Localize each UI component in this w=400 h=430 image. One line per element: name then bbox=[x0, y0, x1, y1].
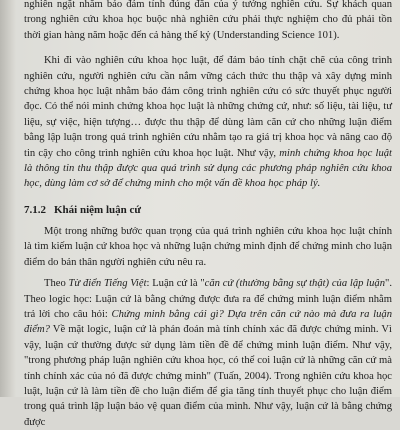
section-number: 7.1.2 bbox=[24, 203, 46, 216]
paragraph-legal-evidence bbox=[24, 53, 392, 192]
text-run: ". Theo logic học: Luận cứ là bằng chứng được đưa ra để chứng minh luận điểm nhằm trả lời cho câu hỏi: bbox=[24, 278, 392, 320]
paragraph-text: Khi đi vào nghiên cứu khoa học luật, để đảm bảo tính chặt chẽ của công trình nghiên cứu, người nghiên cứu cần nắm vững cách thức thu thập và xây dựng minh chứng khoa học luật nhằm bảo đảm công trình nghiên cứu có sức thuyết phục người đọc. Có thể nói minh chứng khoa học luật là những chứng cứ, như: số liệu, tài liệu, tư liệu, sự việc, hiện tượng… được thu thập để dùng làm căn cứ cho những luận điểm bằng lập luận trong quá trình nghiên cứu nhằm tạo ra giá trị khoa học và nâng cao độ tin cậy cho công trình nghiên cứu khoa học luật. Như vậy, bbox=[24, 55, 392, 159]
text-run: Về mặt logic, luận cứ là phán đoán mà tính chính xác đã được chứng minh. Vì vậy, luận cứ thường được sử dụng làm tiền đề để chứng minh luận điểm. Như vậy, "trong phương pháp luận nghiên cứu khoa học, có thể coi luận cứ là những căn cứ mà tính chính xác của nó đã được chứng minh" (Tuấn, 2004). Trong nghiên cứu khoa học luật, luận cứ là làm tiền đề cho luận điểm để gia tăng tính thuyết phục cho luận điểm trong quá trình lập luận bảo vệ quan điểm của mình. Như vậy, luận cứ là bằng chứng được bbox=[24, 324, 392, 428]
text-run: : Luận cứ là " bbox=[146, 278, 205, 290]
paragraph-intro: Một trong những bước quan trọng của quá trình nghiên cứu khoa học luật chính là tìm kiếm luận cứ khoa học và những luận chứng minh định để chứng minh cho luận điểm do bản thân người nghiên cứu nêu ra. bbox=[24, 225, 392, 268]
definition-italic: minh chứng khoa học luật là thông tin thu thập được qua quá trình sử dụng các phương pháp nghiên cứu khoa học, dùng làm cơ sở để chứng minh cho một vấn đề khoa học pháp lý. bbox=[24, 147, 392, 190]
page-gutter-shadow bbox=[0, 0, 16, 397]
section-title: Khái niệm luận cứ bbox=[54, 203, 141, 216]
paragraph-continued: nghiên ngặt nhằm bảo đảm tính đúng đắn của ý tưởng nghiên cứu. Sự khách quan trong nghiên cứu khoa học buộc nhà nghiên cứu phải thực nghiệm cho đủ phải tồn thời gian hàng năm hoặc đến cả hàng thế kỷ (Understanding Science 101). bbox=[24, 0, 392, 41]
paragraph-definition bbox=[24, 276, 392, 430]
dictionary-quote: căn cứ (thường bằng sự thật) của lập luận bbox=[204, 278, 386, 290]
text-run: Theo bbox=[44, 278, 69, 290]
section-heading bbox=[24, 204, 392, 216]
question-italic: Chứng minh bằng cái gì? Dựa trên căn cứ nào mà đưa ra luận điểm? bbox=[24, 308, 392, 336]
dictionary-title: Từ điển Tiếng Việt bbox=[68, 278, 147, 290]
